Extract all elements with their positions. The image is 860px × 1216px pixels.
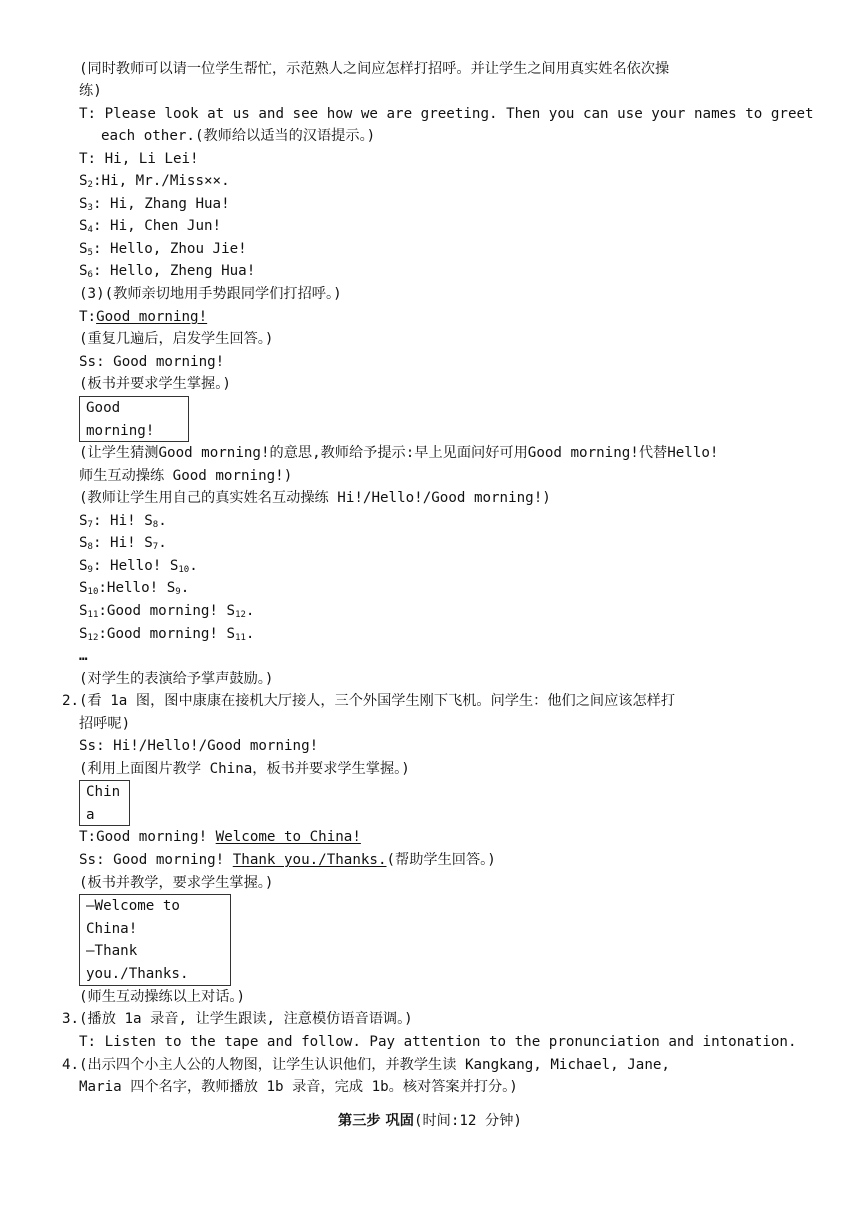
blackboard-box: Good morning!: [79, 396, 189, 442]
blackboard-box: Chin a: [79, 780, 130, 826]
text-line: Ss: Hi!/Hello!/Good morning!: [79, 738, 319, 754]
item-number: 2.: [62, 693, 80, 709]
section-heading: 第三步 巩固(时间:12 分钟): [338, 1113, 522, 1129]
text-line: each other.(教师给以适当的汉语提示。): [101, 128, 376, 144]
text-line: 师生互动操练 Good morning!): [79, 468, 293, 484]
ellipsis: …: [79, 648, 88, 664]
dialogue-line: $S_{12}:Good$ morning! $S_{11}$.: [79, 626, 255, 643]
text-line: (同时教师可以请一位学生帮忙，示范熟人之间应怎样打招呼。并让学生之间用真实姓名依次操: [79, 61, 670, 77]
dialogue-line: $S_5$: Hello, Zhou Jie!: [79, 241, 247, 258]
text-line: (重复几遍后，启发学生回答。): [79, 331, 274, 347]
text-line: T: Please look at us and see how we are greeting. Then you can use your names to greet: [79, 106, 814, 122]
text-line: 练): [79, 83, 102, 99]
text-line: (师生互动操练以上对话。): [79, 989, 246, 1005]
dialogue-line: $S_8$: Hi! $S_7$.: [79, 535, 167, 552]
text-line: (教师让学生用自己的真实姓名互动操练 Hi!/Hello!/Good morning!): [79, 490, 551, 506]
dialogue-line: $S_9$: Hello! $S_{10}$.: [79, 558, 198, 575]
dialogue-line: $S_3$: Hi, Zhang Hua!: [79, 196, 230, 213]
text-line: Maria 四个名字，教师播放 1b 录音，完成 1b。核对答案并打分。): [79, 1079, 518, 1095]
item-number: 3.: [62, 1011, 80, 1027]
dialogue-line: $S_{11}:Good$ morning! $S_{12}$.: [79, 603, 255, 620]
item-number: 4.: [62, 1057, 80, 1073]
text-line: T: Listen to the tape and follow. Pay attention to the pronunciation and intonation.: [79, 1034, 797, 1050]
text-line: (板书并教学，要求学生掌握。): [79, 875, 274, 891]
text-line: Ss: Good morning! Thank you./Thanks.(帮助学生回答。): [79, 852, 496, 868]
text-line: (板书并要求学生掌握。): [79, 376, 231, 392]
text-line: T: Hi, Li Lei!: [79, 151, 199, 167]
text-line: (利用上面图片教学 China，板书并要求学生掌握。): [79, 761, 410, 777]
dialogue-line: $S_4$: Hi, Chen Jun!: [79, 218, 222, 235]
dialogue-line: $S_{10}:Hello$! $S_9$.: [79, 580, 190, 597]
text-line: Ss: Good morning!: [79, 354, 225, 370]
text-line: (3)(教师亲切地用手势跟同学们打招呼。): [79, 286, 342, 302]
text-line: 招呼呢): [79, 716, 131, 732]
text-line: (对学生的表演给予掌声鼓励。): [79, 671, 274, 687]
text-line: (看 1a 图，图中康康在接机大厅接人，三个外国学生刚下飞机。问学生：他们之间应该怎样打: [79, 693, 676, 709]
text-line: T:Good morning! Welcome to China!: [79, 829, 361, 845]
text-line: (出示四个小主人公的人物图，让学生认识他们，并教学生读 Kangkang, Michael, Jane,: [79, 1057, 670, 1073]
dialogue-line: $S_7$: Hi! $S_8$.: [79, 513, 167, 530]
text-line: T:Good morning!: [79, 309, 208, 325]
dialogue-line: $S_2:Hi$, Mr./Miss××.: [79, 173, 230, 190]
blackboard-box: —Welcome to China! —Thank you./Thanks.: [79, 894, 231, 986]
text-line: (让学生猜测Good morning!的意思,教师给予提示:早上见面问好可用Good morning!代替Hello!: [79, 445, 719, 461]
text-line: (播放 1a 录音, 让学生跟读, 注意模仿语音语调。): [79, 1011, 413, 1027]
dialogue-line: $S_6$: Hello, Zheng Hua!: [79, 263, 256, 280]
